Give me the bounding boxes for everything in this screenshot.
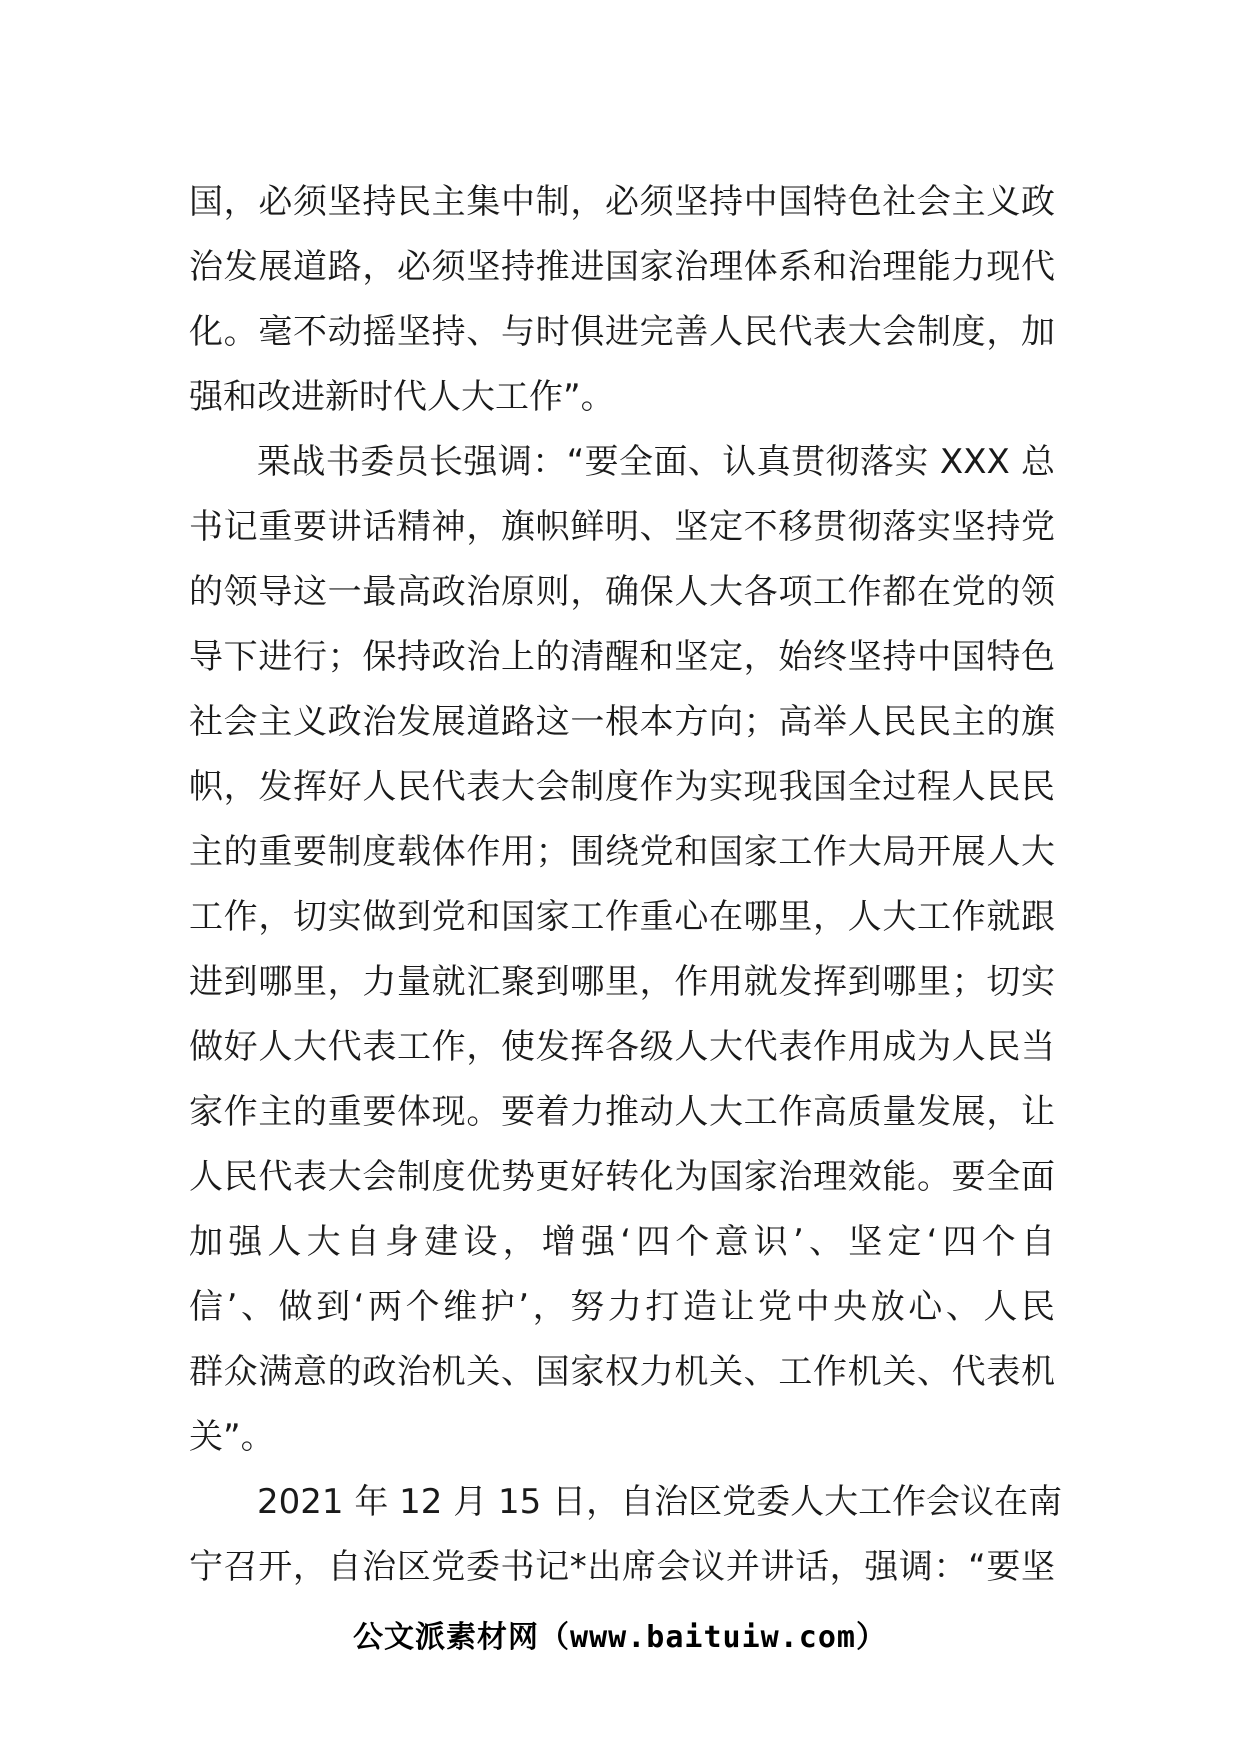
text-line: 帜，发挥好人民代表大会制度作为实现我国全过程人民民: [189, 767, 1055, 807]
text-line: 群众满意的政治机关、国家权力机关、工作机关、代表机: [189, 1352, 1055, 1392]
text-line: 工作，切实做到党和国家工作重心在哪里，人大工作就跟: [189, 897, 1055, 937]
text-line: 主的重要制度载体作用；围绕党和国家工作大局开展人大: [189, 832, 1055, 872]
text-line: 家作主的重要体现。要着力推动人大工作高质量发展，让: [189, 1092, 1055, 1132]
footer-site-name: 公文派素材网: [353, 1620, 540, 1655]
text-line: 书记重要讲话精神，旗帜鲜明、坚定不移贯彻落实坚持党: [189, 507, 1055, 547]
text-line: 关”。: [189, 1417, 275, 1457]
footer-url: （www.baituiw.com）: [539, 1620, 887, 1655]
text-line: 栗战书委员长强调：“要全面、认真贯彻落实 XXX 总: [257, 442, 1055, 482]
text-line: 进到哪里，力量就汇聚到哪里，作用就发挥到哪里；切实: [189, 962, 1055, 1002]
text-line: 的领导这一最高政治原则，确保人大各项工作都在党的领: [189, 572, 1055, 612]
body-text: [189, 170, 1063, 1600]
text-line: 导下进行；保持政治上的清醒和坚定，始终坚持中国特色: [189, 637, 1055, 677]
text-line: 社会主义政治发展道路这一根本方向；高举人民民主的旗: [189, 702, 1055, 742]
text-line: 强和改进新时代人大工作”。: [189, 377, 615, 417]
text-line: 人民代表大会制度优势更好转化为国家治理效能。要全面: [189, 1157, 1055, 1197]
text-line: 信’、做到‘两个维护’，努力打造让党中央放心、人民: [189, 1287, 1055, 1327]
footer-watermark: [0, 1612, 1240, 1656]
text-line: 加强人大自身建设，增强‘四个意识’、坚定‘四个自: [189, 1222, 1055, 1262]
text-line: 做好人大代表工作，使发挥各级人大代表作用成为人民当: [189, 1027, 1055, 1067]
text-line: 治发展道路，必须坚持推进国家治理体系和治理能力现代: [189, 247, 1055, 287]
text-line: 宁召开，自治区党委书记*出席会议并讲话，强调：“要坚: [189, 1547, 1055, 1587]
text-line: 国，必须坚持民主集中制，必须坚持中国特色社会主义政: [189, 182, 1055, 222]
text-line: 化。毫不动摇坚持、与时俱进完善人民代表大会制度，加: [189, 312, 1055, 352]
text-line: 2021 年 12 月 15 日，自治区党委人大工作会议在南: [257, 1482, 1063, 1522]
